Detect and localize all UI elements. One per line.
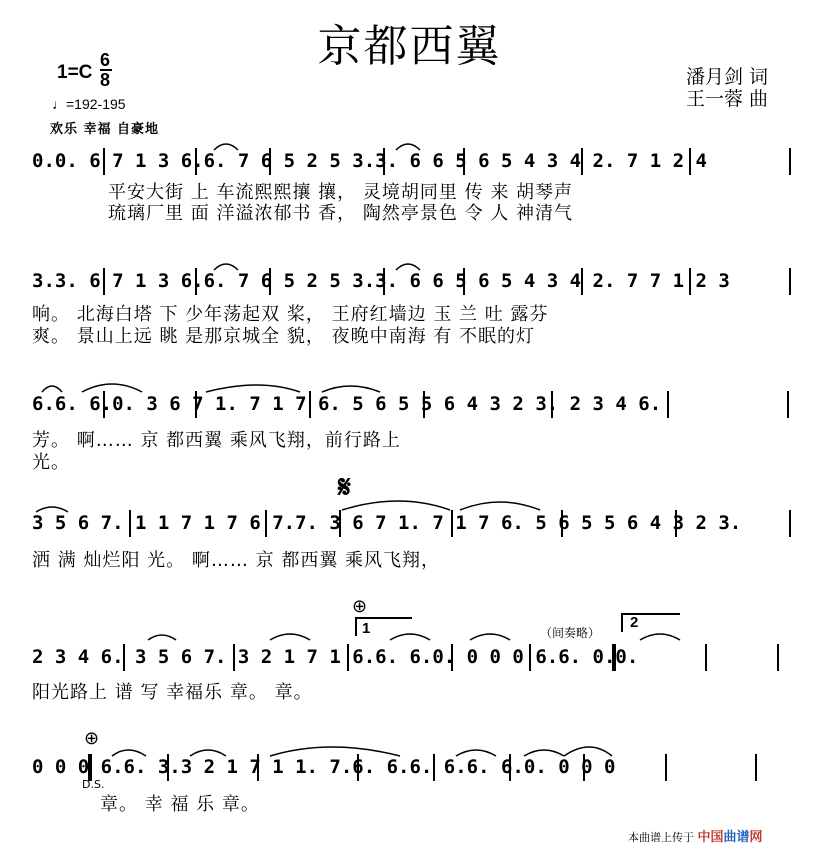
coda-icon-1: ⊕ — [352, 596, 368, 617]
lyrics-row-6: 章。 幸 福 乐 章。 — [100, 794, 260, 815]
page-title: 京都西翼 — [317, 21, 502, 72]
notation-row-5: 2 3 4 6. 3 5 6 7. 3 2 1 7 1 6.6. 6.0. 0 0 0 6.6. 0.0. — [32, 646, 639, 668]
key-signature: 1=C — [57, 62, 93, 83]
time-denominator: 8 — [100, 70, 111, 90]
footer-text: 本曲谱上传于 — [628, 831, 694, 844]
segno-icon: 𝄋 — [338, 470, 351, 505]
lyrics-row-4: 洒 满 灿烂阳 光。 啊…… 京 都西翼 乘风飞翔， — [32, 550, 441, 571]
notation-row-3: 6.6. 6.0. 3 6 7 1. 7 1 7 6. 5 6 5 5 6 4 3 2 3. 2 3 4 6. — [32, 393, 662, 415]
lyricist-credit: 潘月剑 词 — [686, 66, 769, 88]
lyrics-row-3-verse-1: 芳。 啊…… 京 都西翼 乘风飞翔，前行路上 — [32, 430, 401, 451]
notation-row-2: 3.3. 6 7 1 3 6.6. 7 6 5 2 5 3.3. 6 6 5 6 5 4 3 4 2. 7 7 1 2 3 — [32, 270, 730, 292]
dal-segno-mark: D.S. — [82, 778, 105, 791]
notation-row-1: 0.0. 6 7 1 3 6.6. 7 6 5 2 5 3.3. 6 6 5 6 5 4 3 4 2. 7 1 2 4 — [32, 150, 707, 172]
notation-row-6: 0 0 0 6.6. 3.3 2 1 7 1 1. 7.6. 6.6. 6.6. 6.0. 0 0 0 — [32, 756, 616, 778]
site-logo-mid: 曲谱 — [723, 830, 750, 845]
lyrics-row-2-verse-1: 响。 北海白塔 下 少年荡起双 桨， 王府红墙边 玉 兰 吐 露芬 — [32, 304, 549, 325]
site-logo[interactable] — [698, 830, 763, 845]
notation-row-4: 3 5 6 7. 1 1 7 1 7 6 7.7. 3 6 7 1. 7 1 7 6. 5 6 5 5 6 4 3 2 3. — [32, 512, 742, 534]
lyrics-row-1-verse-2: 琉璃厂里 面 洋溢浓郁书 香， 陶然亭景色 令 人 神清气 — [108, 203, 574, 224]
composer-credit: 王一蓉 曲 — [686, 88, 769, 110]
coda-icon-2: ⊕ — [84, 728, 100, 749]
quarter-note-icon: ♩ — [52, 96, 66, 112]
site-logo-cn: 中国 — [697, 830, 724, 845]
time-numerator: 6 — [100, 50, 111, 70]
volta-2-label: 2 — [630, 614, 639, 631]
site-logo-suffix: 网 — [749, 830, 763, 845]
lyrics-row-2-verse-2: 爽。 景山上远 眺 是那京城全 貌， 夜晚中南海 有 不眠的灯 — [32, 326, 536, 347]
tempo-value: =192-195 — [66, 96, 126, 112]
lyrics-row-5: 阳光路上 谱 写 幸福乐 章。 章。 — [32, 682, 313, 703]
footer-upload-note — [628, 826, 763, 845]
interlude-note: （间奏略） — [540, 626, 601, 640]
volta-1-label: 1 — [362, 620, 371, 637]
lyrics-row-1-verse-1: 平安大街 上 车流熙熙攘 攘， 灵境胡同里 传 来 胡琴声 — [108, 182, 574, 203]
expression-marking: 欢乐 幸福 自豪地 — [50, 122, 160, 137]
lyrics-row-3-verse-2: 光。 — [32, 452, 70, 473]
